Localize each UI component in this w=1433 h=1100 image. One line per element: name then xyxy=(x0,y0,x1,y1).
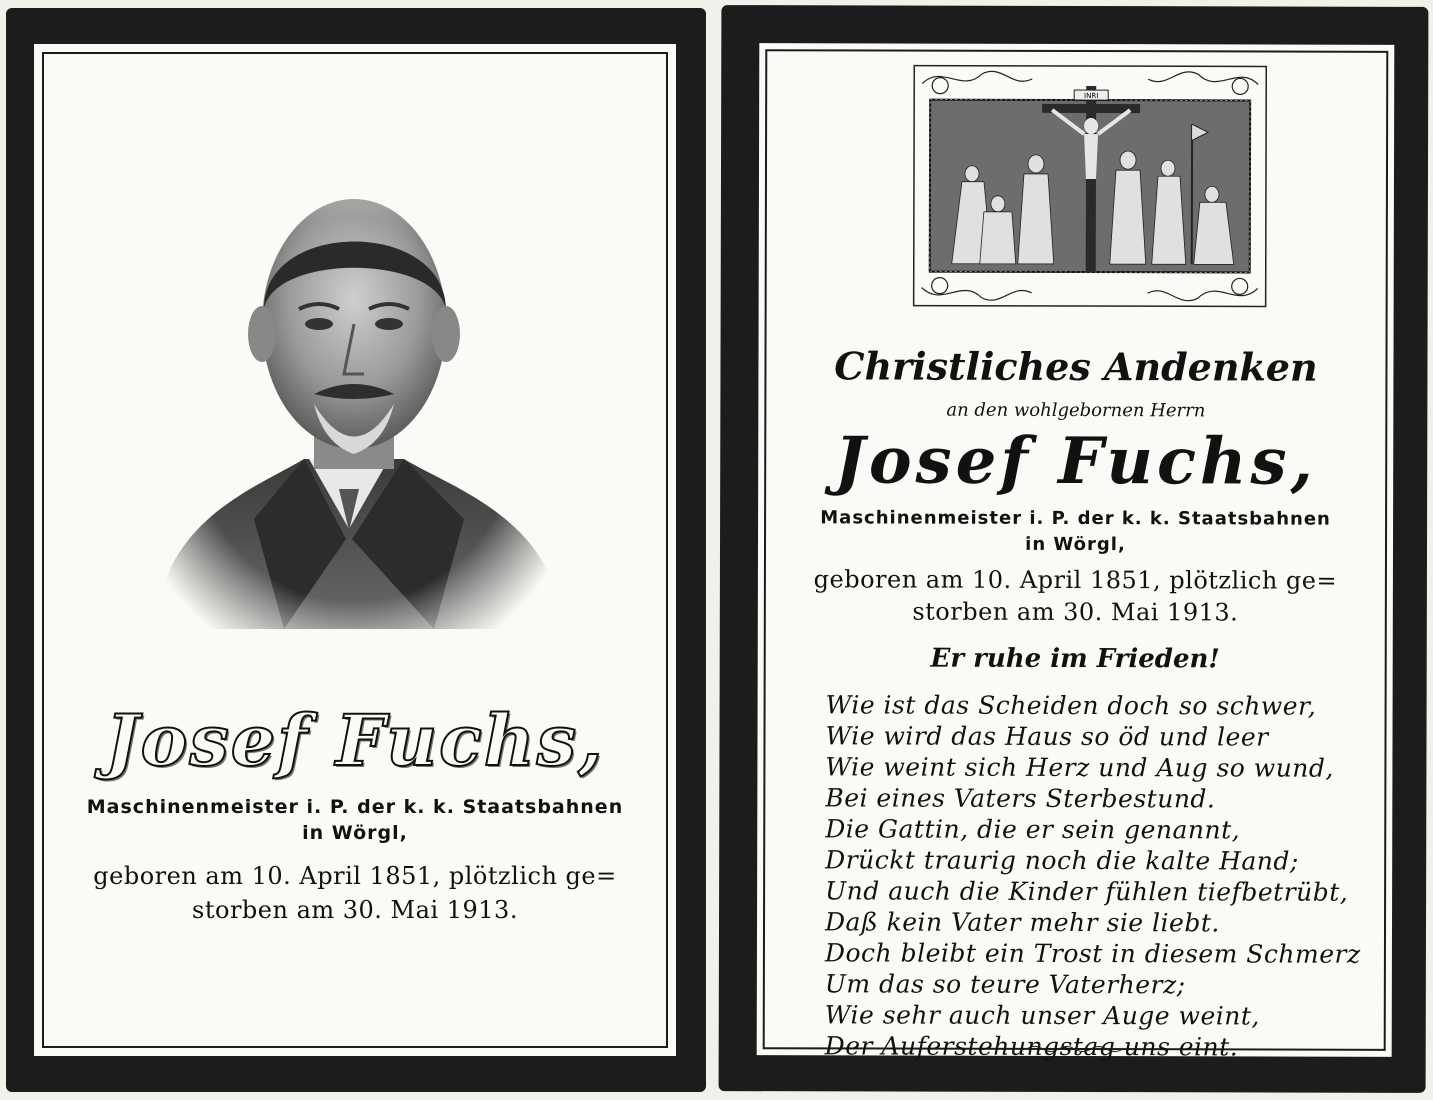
right-card xyxy=(719,5,1429,1093)
closing-ornament-icon xyxy=(1025,1044,1125,1054)
crucifixion-engraving-image xyxy=(912,64,1269,309)
occupation-line: Maschinenmeister i. P. der k. k. Staatsbahnen xyxy=(86,796,624,818)
portrait-photo xyxy=(134,159,574,659)
death-date-line: storben am 30. Mai 1913. xyxy=(912,597,1239,627)
poem-line: Doch bleibt ein Trost in diesem Schmerz xyxy=(824,938,1361,969)
memorial-heading: Christliches Andenken xyxy=(834,343,1318,390)
poem-line: Wie wird das Haus so öd und leer xyxy=(825,721,1269,752)
memorial-poem xyxy=(825,689,1366,1062)
inri-plaque: INRI xyxy=(1084,92,1099,101)
location-line: in Wörgl, xyxy=(302,822,408,844)
poem-line: Um das so teure Vaterherz; xyxy=(824,969,1186,1000)
poem-line: Daß kein Vater mehr sie liebt. xyxy=(824,907,1220,938)
poem-line: Bei eines Vaters Sterbestund. xyxy=(825,783,1216,814)
death-date-line: storben am 30. Mai 1913. xyxy=(192,896,518,924)
left-card xyxy=(6,8,706,1092)
poem-line: Drückt traurig noch die kalte Hand; xyxy=(825,845,1299,876)
deceased-name: Josef Fuchs, xyxy=(834,423,1317,500)
poem-line: Wie sehr auch unser Auge weint, xyxy=(824,1000,1260,1031)
poem-line: Der Auferstehungstag uns eint. xyxy=(824,1031,1239,1062)
birth-date-line: geboren am 10. April 1851, plötzlich ge= xyxy=(93,862,617,890)
poem-line: Wie ist das Scheiden doch so schwer, xyxy=(825,690,1317,721)
location-line: in Wörgl, xyxy=(1025,533,1126,556)
poem-line: Wie weint sich Herz und Aug so wund, xyxy=(825,752,1334,783)
blessing-line: Er ruhe im Frieden! xyxy=(930,643,1220,675)
poem-line: Die Gattin, die er sein genannt, xyxy=(825,814,1241,845)
deceased-name: Josef Fuchs, xyxy=(105,699,605,782)
left-card-paper xyxy=(34,44,676,1056)
birth-date-line: geboren am 10. April 1851, plötzlich ge= xyxy=(813,565,1338,595)
occupation-line: Maschinenmeister i. P. der k. k. Staatsbahnen xyxy=(820,507,1331,530)
right-card-paper xyxy=(757,43,1395,1062)
dedication-line: an den wohlgebornen Herrn xyxy=(946,399,1206,422)
poem-line: Und auch die Kinder fühlen tiefbetrübt, xyxy=(825,876,1349,907)
